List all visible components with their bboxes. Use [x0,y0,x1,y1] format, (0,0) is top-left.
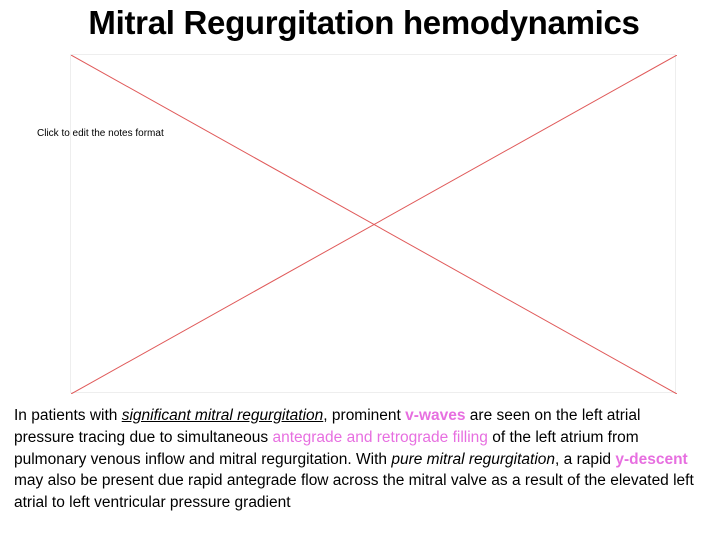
body-text-6: may also be present due rapid antegrade flow across the mitral valve as a result of the elevated left atrial to left ventricular pressure gradient [14,472,694,512]
body-text-3: are seen on the left atrial pressure tracing due to simultaneous [14,407,641,446]
body-paragraph [14,405,704,514]
body-text-4: of the left atrium from pulmonary venous inflow and mitral regurgitation. With [14,428,639,468]
body-text-5: , a rapid [555,450,616,468]
notes-hint[interactable]: Click to edit the notes format [37,128,164,139]
body-highlight-v-waves: v-waves [405,407,466,424]
body-highlight-filling: antegrade and retrograde filling [272,428,488,446]
body-text-2: , prominent [323,407,406,424]
missing-image-placeholder [70,54,676,393]
placeholder-cross [71,55,677,394]
body-emphasis-pure-mr: pure mitral regurgitation [391,450,556,468]
body-highlight-y-descent: y-descent [615,450,688,468]
body-text-1: In patients with [14,407,122,424]
slide-title: Mitral Regurgitation hemodynamics [88,4,640,41]
body-emphasis-significant-mr: significant mitral regurgitation [121,407,324,424]
